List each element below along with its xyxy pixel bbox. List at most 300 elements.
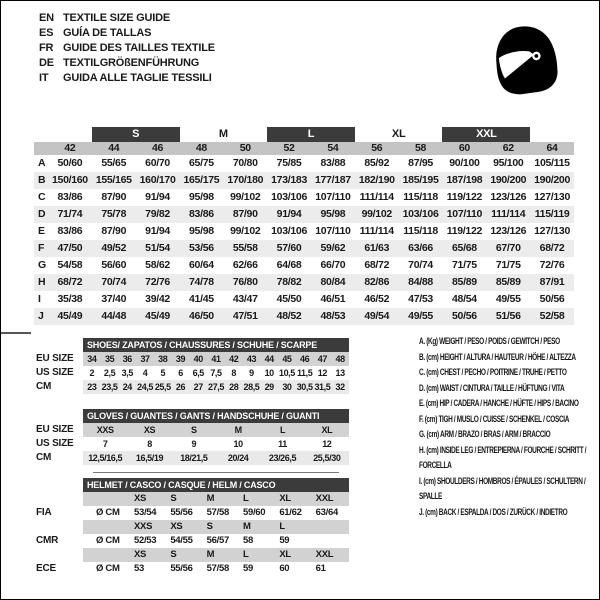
size-cell: XXS xyxy=(134,521,153,532)
measure-row-c xyxy=(34,189,574,206)
size-column-58: 58 xyxy=(415,142,427,154)
value-cell: 111/114 xyxy=(491,208,526,220)
value-cell: 61 xyxy=(315,563,326,574)
language-code: IT xyxy=(39,72,49,84)
row-label-us-size: US SIZE xyxy=(36,367,74,378)
value-cell: 83/86 xyxy=(57,225,83,237)
value-cell: 49/55 xyxy=(408,310,433,322)
value-cell: 127/130 xyxy=(534,191,570,203)
value-cell: 49/52 xyxy=(101,242,127,254)
value-cell: 36 xyxy=(122,354,132,364)
value-cell: 37/40 xyxy=(101,293,127,305)
value-cell: 7 xyxy=(102,439,108,449)
section-title-bar: HELMET / CASCO / CASQUE / HELM / CASCO xyxy=(83,478,349,492)
section-row xyxy=(83,437,349,451)
row-label-us-size: US SIZE xyxy=(36,438,74,449)
size-column-54: 54 xyxy=(327,142,339,154)
value-cell: 55/56 xyxy=(170,563,193,574)
size-cell: L xyxy=(242,493,249,504)
value-cell: 115/118 xyxy=(403,191,438,203)
value-cell: 72/76 xyxy=(539,259,565,271)
value-cell: 185/195 xyxy=(402,174,439,186)
row-label-cm: CM xyxy=(36,452,52,463)
value-cell: 105/115 xyxy=(534,157,570,169)
value-cell: 12 xyxy=(322,439,332,449)
measure-row-f xyxy=(34,240,574,257)
size-group-spacer xyxy=(34,127,92,142)
value-cell: 32 xyxy=(335,382,345,392)
measure-row-e xyxy=(34,223,574,240)
size-cell: S xyxy=(170,549,177,560)
value-cell: 59/60 xyxy=(242,507,266,518)
value-cell: 46/51 xyxy=(320,293,346,305)
helmet-size-section xyxy=(36,478,349,576)
value-cell: 111/114 xyxy=(359,225,394,237)
language-title-de xyxy=(39,56,215,71)
value-cell: 12 xyxy=(317,368,327,378)
value-cell: 70/74 xyxy=(408,259,433,271)
section-row xyxy=(83,423,349,437)
value-cell: 46/50 xyxy=(189,310,214,322)
side-spacer xyxy=(36,409,83,423)
size-column-52: 52 xyxy=(283,142,295,154)
value-cell: 107/110 xyxy=(446,208,483,220)
value-cell: 177/187 xyxy=(314,174,351,186)
value-cell: 47/50 xyxy=(57,242,83,254)
value-cell: 127/130 xyxy=(534,225,570,237)
measure-row-d xyxy=(34,206,574,223)
size-column-42: 42 xyxy=(64,142,76,154)
value-cell: 78/82 xyxy=(276,276,302,288)
value-cell: 61/62 xyxy=(279,507,302,518)
value-cell: 165/175 xyxy=(183,174,220,186)
value-cell: 190/200 xyxy=(490,174,527,186)
value-cell: 87/90 xyxy=(232,208,258,220)
helmet-section-divider xyxy=(93,472,339,473)
value-cell: 47/51 xyxy=(232,310,258,322)
value-cell: 3,5 xyxy=(121,368,133,378)
value-cell: 10,5 xyxy=(278,368,295,378)
measure-row-g xyxy=(34,257,574,274)
size-cell: XS xyxy=(170,521,183,532)
side-blank xyxy=(36,520,83,534)
size-column-62: 62 xyxy=(502,142,514,154)
measure-row-h xyxy=(34,274,574,291)
value-cell: 71/75 xyxy=(495,259,521,271)
value-cell: 59 xyxy=(242,563,253,574)
value-cell: XS xyxy=(143,425,156,435)
size-cell: XL xyxy=(279,493,291,504)
unit-cell: Ø CM xyxy=(96,507,120,518)
value-cell: 8 xyxy=(147,439,152,449)
value-cell: 58 xyxy=(242,535,253,546)
value-cell: 91/94 xyxy=(276,208,302,220)
value-cell: 27,5 xyxy=(208,382,224,392)
value-cell: 82/86 xyxy=(364,276,390,288)
value-cell: 83/86 xyxy=(57,191,83,203)
value-cell: L xyxy=(279,425,286,435)
row-label: B xyxy=(38,174,46,186)
value-cell: 46 xyxy=(300,354,310,364)
legend-item-g: G. (cm) ARM / BRAZO / BRAS / ARM / BRACCIO xyxy=(419,429,551,439)
shoes-size-section xyxy=(36,338,349,394)
language-title-es xyxy=(39,26,215,41)
value-cell xyxy=(313,534,349,548)
value-cell: 48/54 xyxy=(452,293,477,305)
size-column-60: 60 xyxy=(458,142,470,154)
value-cell: 34 xyxy=(87,354,97,364)
value-cell: 56/60 xyxy=(101,259,127,271)
size-group-header-row xyxy=(34,127,574,142)
value-cell: 6,5 xyxy=(192,368,204,378)
language-code: ES xyxy=(39,27,54,39)
value-cell: 160/170 xyxy=(139,174,176,186)
row-label: A xyxy=(38,157,46,169)
helmet-value-row xyxy=(83,534,349,548)
value-cell: 107/110 xyxy=(315,191,351,203)
size-cell: XL xyxy=(279,549,291,560)
value-cell: 85/92 xyxy=(364,157,390,169)
row-label: E xyxy=(38,225,45,237)
value-cell: 84/88 xyxy=(408,276,433,288)
value-cell: 55/58 xyxy=(232,242,258,254)
value-cell: 61/63 xyxy=(364,242,390,254)
value-cell: 182/190 xyxy=(358,174,395,186)
row-label-cmr: CMR xyxy=(36,535,59,546)
value-cell: 23 xyxy=(87,382,97,392)
legend-item-d: D. (cm) WAIST / CINTURA / TAILLE / HÜFTUNG / VITA xyxy=(419,382,565,393)
value-cell: 87/91 xyxy=(539,276,565,288)
value-cell: 30 xyxy=(282,382,292,392)
value-cell: S xyxy=(191,425,197,435)
legend-item-i: I. (cm) SHOULDERS / HOMBROS / ÉPAULES / SCHULTERN / SPALLE xyxy=(419,475,586,501)
language-title-it xyxy=(39,71,215,86)
unit-spacer xyxy=(83,492,131,506)
value-cell: 68/72 xyxy=(57,276,83,288)
value-cell: 25,5/30 xyxy=(313,453,341,463)
unit-cell: Ø CM xyxy=(96,563,120,574)
value-cell: 11 xyxy=(278,439,287,449)
value-cell: 187/198 xyxy=(446,174,483,186)
value-cell: 103/106 xyxy=(271,191,307,203)
value-cell: 190/200 xyxy=(534,174,570,186)
value-cell: 42 xyxy=(229,354,239,364)
section-side-labels xyxy=(36,338,83,394)
value-cell: 47/53 xyxy=(408,293,433,305)
size-column-56: 56 xyxy=(371,142,383,154)
value-cell: 41/45 xyxy=(189,293,214,305)
value-cell: 67/70 xyxy=(495,242,521,254)
value-cell: 29 xyxy=(264,382,274,392)
value-cell: 28,5 xyxy=(243,382,260,392)
section-title-bar: SHOES/ ZAPATOS / CHAUSSURES / SCHUHE / SCARPE xyxy=(83,338,349,352)
section-row xyxy=(83,451,349,465)
measure-row-b xyxy=(34,172,574,189)
value-cell: 55/56 xyxy=(170,507,193,518)
legend-item-j: J. (cm) BACK / ESPALDA / DOS / ZURÜCK / INDIETRO xyxy=(419,506,568,517)
value-cell: 12,5/16,5 xyxy=(88,453,123,463)
value-cell: 26 xyxy=(175,382,186,392)
value-cell: 52/58 xyxy=(539,310,565,322)
value-cell: 115/119 xyxy=(534,208,570,220)
value-cell: 35 xyxy=(104,354,115,364)
value-cell: 23,5 xyxy=(101,382,118,392)
value-cell: 10 xyxy=(264,368,274,378)
value-cell: 10 xyxy=(233,439,243,449)
value-cell: 75/85 xyxy=(276,157,302,169)
value-cell: 111/114 xyxy=(359,191,394,203)
legend-item-h: H. (cm) INSIDE LEG / ENTREPIERNA / FOURCHE / SCHRITT / FORCELLA xyxy=(419,444,587,470)
size-cell xyxy=(313,520,349,534)
language-text: TEXTILE SIZE GUIDE xyxy=(63,12,171,24)
row-label: F xyxy=(38,242,45,254)
row-label-cm: CM xyxy=(36,381,52,392)
value-cell: 9 xyxy=(191,439,197,449)
value-cell: 37 xyxy=(140,354,150,364)
helmet-value-row xyxy=(83,562,349,576)
value-cell: 56/57 xyxy=(206,535,229,546)
value-cell: 103/106 xyxy=(271,225,307,237)
value-cell: XXS xyxy=(96,425,114,435)
value-cell: 25,5 xyxy=(154,382,171,392)
value-cell: 30,5 xyxy=(296,382,313,392)
value-cell: 60/70 xyxy=(145,157,170,169)
value-cell: 99/102 xyxy=(230,191,261,203)
value-cell: 123/126 xyxy=(490,225,527,237)
value-cell: 4 xyxy=(142,368,148,378)
value-cell: 54/58 xyxy=(57,259,83,271)
language-text: GUIDA ALLE TAGLIE TESSILI xyxy=(63,72,212,84)
value-cell: 150/160 xyxy=(51,174,88,186)
section-side-labels xyxy=(36,409,83,465)
side-spacer xyxy=(36,338,83,352)
value-cell: 24 xyxy=(122,382,132,392)
value-cell: 99/102 xyxy=(361,208,392,220)
value-cell: 65/75 xyxy=(189,157,214,169)
value-cell: 38 xyxy=(158,354,168,364)
value-cell: 63/66 xyxy=(408,242,433,254)
helmet-value-row xyxy=(83,506,349,520)
value-cell: 45/50 xyxy=(276,293,302,305)
size-group-l: L xyxy=(267,127,355,142)
size-cell: M xyxy=(206,549,215,560)
value-cell: 68/72 xyxy=(539,242,565,254)
value-cell: 66/70 xyxy=(320,259,346,271)
value-cell: 91/94 xyxy=(145,225,170,237)
helmet-icon xyxy=(487,13,565,105)
legend-item-f: F. (cm) TIGH / MUSLO / CUISSE / SCHENKEL / COSCIA xyxy=(419,413,570,424)
value-cell: 155/165 xyxy=(95,174,132,186)
row-label: D xyxy=(38,208,46,220)
value-cell: 75/78 xyxy=(101,208,127,220)
value-cell: 74/78 xyxy=(189,276,214,288)
value-cell: XL xyxy=(321,425,333,435)
value-cell: 50/56 xyxy=(452,310,477,322)
row-label-fia: FIA xyxy=(36,507,52,518)
size-cell: M xyxy=(206,493,215,504)
value-cell: 71/74 xyxy=(57,208,83,220)
value-cell: 53/54 xyxy=(134,507,157,518)
size-cell: L xyxy=(242,549,249,560)
value-cell: 9 xyxy=(249,368,254,378)
language-title-list xyxy=(39,11,215,86)
value-cell: 70/74 xyxy=(101,276,127,288)
value-cell: 5 xyxy=(160,368,166,378)
value-cell: 62/66 xyxy=(232,259,258,271)
value-cell: 45/49 xyxy=(145,310,170,322)
value-cell: 68/72 xyxy=(364,259,390,271)
value-cell: 44/48 xyxy=(101,310,127,322)
legend-item-c: C. (cm) CHEST / PECHO / POITRINE / TRUHE / PETTO xyxy=(419,367,567,377)
value-cell: 48 xyxy=(335,354,345,364)
value-cell: 51/56 xyxy=(495,310,521,322)
value-cell: 83/86 xyxy=(189,208,214,220)
value-cell: 39/42 xyxy=(145,293,170,305)
value-cell: 90/100 xyxy=(449,157,480,169)
size-group-spacer xyxy=(530,127,574,142)
measure-row-j xyxy=(34,308,574,325)
helmet-size-row xyxy=(83,548,349,562)
value-cell: 115/118 xyxy=(403,225,438,237)
size-group-xl: XL xyxy=(391,128,406,140)
section-row xyxy=(83,352,349,366)
section-side-labels xyxy=(36,478,83,576)
legend-item-e: E. (cm) HIP / CADERA / HANCHE / HÜFTE / HIPS / BACINO xyxy=(419,398,579,408)
language-code: DE xyxy=(39,57,54,69)
value-cell: 99/102 xyxy=(230,225,261,237)
value-cell: 119/122 xyxy=(446,225,483,237)
value-cell: 53/56 xyxy=(189,242,214,254)
corner-cell xyxy=(34,142,48,155)
gloves-size-section xyxy=(36,409,349,465)
section-table xyxy=(83,409,349,465)
value-cell: 59/62 xyxy=(320,242,346,254)
value-cell: 60/64 xyxy=(189,259,214,271)
value-cell: 18/21,5 xyxy=(180,453,208,463)
value-cell: 59 xyxy=(279,535,290,546)
value-cell: 85/89 xyxy=(452,276,477,288)
value-cell: 71/75 xyxy=(452,259,477,271)
value-cell: 87/90 xyxy=(101,191,127,203)
value-cell: 44 xyxy=(264,354,274,364)
value-cell: 85/89 xyxy=(495,276,521,288)
value-cell: 103/106 xyxy=(402,208,439,220)
value-cell: 47 xyxy=(317,354,327,364)
row-label: J xyxy=(38,310,44,322)
value-cell: 13 xyxy=(335,368,345,378)
value-cell: 70/80 xyxy=(232,157,258,169)
value-cell: 58/62 xyxy=(145,259,170,271)
value-cell: 57/58 xyxy=(206,507,229,518)
value-cell: 95/98 xyxy=(320,208,346,220)
value-cell: 54/55 xyxy=(170,535,193,546)
size-cell: XS xyxy=(134,549,147,560)
value-cell: 8 xyxy=(231,368,237,378)
unit-spacer xyxy=(83,548,131,562)
section-table xyxy=(83,338,349,394)
language-code: EN xyxy=(39,12,54,24)
legend-item-b: B. (cm) HEIGHT / ALTURA / HAUTEUR / HÖHE / ALTEZZA xyxy=(419,351,576,362)
value-cell: 24,5 xyxy=(137,382,154,392)
unit-cell: Ø CM xyxy=(96,535,120,546)
value-cell: 27 xyxy=(193,382,203,392)
helmet-size-row xyxy=(83,520,349,534)
value-cell: 7,5 xyxy=(210,368,222,378)
value-cell: 41 xyxy=(211,354,221,364)
side-spacer xyxy=(36,478,83,492)
value-cell: 16,5/19 xyxy=(135,453,164,463)
size-column-44: 44 xyxy=(108,142,120,154)
section-title-bar: GLOVES / GUANTES / GANTS / HANDSCHUHE / GUANTI xyxy=(83,409,349,423)
value-cell: 57/60 xyxy=(276,242,302,254)
language-text: GUIDE DES TAILLES TEXTILE xyxy=(63,42,215,54)
value-cell: 72/76 xyxy=(145,276,170,288)
value-cell: 79/82 xyxy=(145,208,170,220)
value-cell: 46/52 xyxy=(364,293,390,305)
side-blank xyxy=(36,492,83,506)
value-cell: 170/180 xyxy=(227,174,264,186)
section-table xyxy=(83,478,349,576)
row-label: C xyxy=(38,191,46,203)
size-cell: S xyxy=(206,521,213,532)
row-label: I xyxy=(38,293,41,305)
language-title-fr xyxy=(39,41,215,56)
value-cell: 87/95 xyxy=(408,157,433,169)
legend-item-a: A. (Kg) WEIGHT / PESO / POIDS / GEWITCH / PESO xyxy=(419,336,560,346)
value-cell: 83/88 xyxy=(320,157,346,169)
unit-spacer xyxy=(83,520,131,534)
value-cell: 6 xyxy=(178,368,183,378)
value-cell: 76/80 xyxy=(232,276,258,288)
size-group-s: S xyxy=(92,127,180,142)
language-text: TEXTILGRÖßENFÜHRUNG xyxy=(63,57,200,69)
value-cell: 49/55 xyxy=(495,293,521,305)
section-row xyxy=(83,366,349,380)
size-cell: M xyxy=(242,521,251,532)
value-cell: 65/68 xyxy=(452,242,477,254)
value-cell: 80/84 xyxy=(320,276,346,288)
row-label: H xyxy=(38,276,46,288)
value-cell: 31,5 xyxy=(314,382,331,392)
value-cell: M xyxy=(234,425,242,435)
value-cell: 64/68 xyxy=(276,259,302,271)
section-row xyxy=(83,380,349,394)
size-cell: L xyxy=(279,521,285,532)
side-blank xyxy=(36,548,83,562)
measure-row-i xyxy=(34,291,574,308)
measure-row-a xyxy=(34,155,574,172)
value-cell: 40 xyxy=(193,354,203,364)
size-column-64: 64 xyxy=(546,142,558,154)
value-cell: 57/58 xyxy=(206,563,229,574)
value-cell: 52/53 xyxy=(134,535,157,546)
value-cell: 2 xyxy=(89,368,95,378)
row-label: G xyxy=(38,259,46,271)
size-cell: XS xyxy=(134,493,147,504)
value-cell: 63/64 xyxy=(315,507,338,518)
value-cell: 35/38 xyxy=(57,293,83,305)
language-title-en xyxy=(39,11,215,26)
size-cell: XXL xyxy=(315,493,334,504)
row-label-ece: ECE xyxy=(36,563,56,574)
value-cell: 50/60 xyxy=(57,157,83,169)
size-group-m: M xyxy=(218,128,228,140)
value-cell: 107/110 xyxy=(315,225,351,237)
value-cell: 23/26,5 xyxy=(268,453,297,463)
value-cell: 45 xyxy=(282,354,292,364)
value-cell: 87/90 xyxy=(101,225,127,237)
textile-size-table xyxy=(34,127,574,325)
